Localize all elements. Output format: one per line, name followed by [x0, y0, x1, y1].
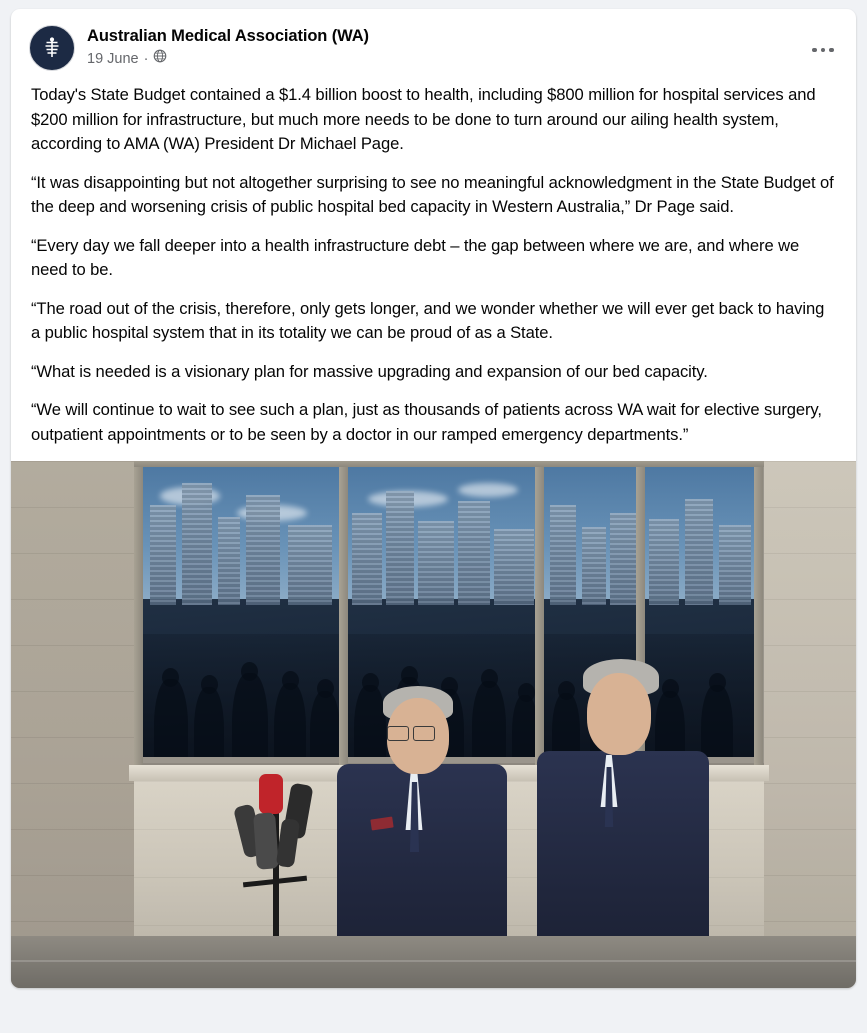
window-pane [142, 465, 342, 757]
window-mullion [134, 461, 143, 769]
post-header-text [87, 25, 369, 68]
ama-logo-icon [37, 33, 67, 63]
post-paragraph: “We will continue to wait to see such a plan, just as thousands of patients across WA wait for elective surgery, outpatient appointments or to be seen by a doctor in our ramped emergency departments.” [31, 400, 822, 444]
facebook-post-card [11, 9, 856, 988]
post-paragraph: “It was disappointing but not altogether surprising to see no meaningful acknowledgment in the State Budget of the deep and worsening crisis of public hospital bed capacity in Western Australia,” Dr Page said. [31, 172, 834, 216]
post-paragraph: “Every day we fall deeper into a health infrastructure debt – the gap between where we are, and where we need to be. [31, 235, 800, 279]
post-meta [87, 49, 369, 68]
globe-icon[interactable] [153, 49, 167, 68]
post-body [11, 75, 856, 461]
microphone-extra [253, 812, 279, 869]
window-mullion [754, 461, 763, 769]
meta-separator: · [143, 50, 149, 67]
photo-content [11, 461, 856, 988]
ground-pavement [11, 936, 856, 988]
window-mullion [134, 461, 764, 467]
pavement-line [11, 960, 856, 962]
post-header [11, 9, 856, 75]
building-wall-left [11, 461, 134, 988]
post-paragraph: “The road out of the crisis, therefore, only gets longer, and we wonder whether we will ever get back to having a public hospital system that in its totality we can be proud of as a State. [31, 298, 825, 342]
avatar[interactable] [29, 25, 75, 71]
more-options-icon [812, 48, 834, 53]
post-paragraph: Today's State Budget contained a $1.4 billion boost to health, including $800 million for hospital services and $200 million for infrastructure, but much more needs to be done to turn around our ailing health system, according to AMA (WA) President Dr Michael Page. [31, 85, 816, 153]
post-paragraph: “What is needed is a visionary plan for massive upgrading and expansion of our bed capacity. [31, 361, 708, 381]
more-options-button[interactable] [806, 33, 840, 67]
page-name[interactable]: Australian Medical Association (WA) [87, 27, 369, 45]
microphone-red [259, 774, 283, 814]
post-date[interactable]: 19 June [87, 50, 139, 67]
post-photo[interactable] [11, 461, 856, 988]
